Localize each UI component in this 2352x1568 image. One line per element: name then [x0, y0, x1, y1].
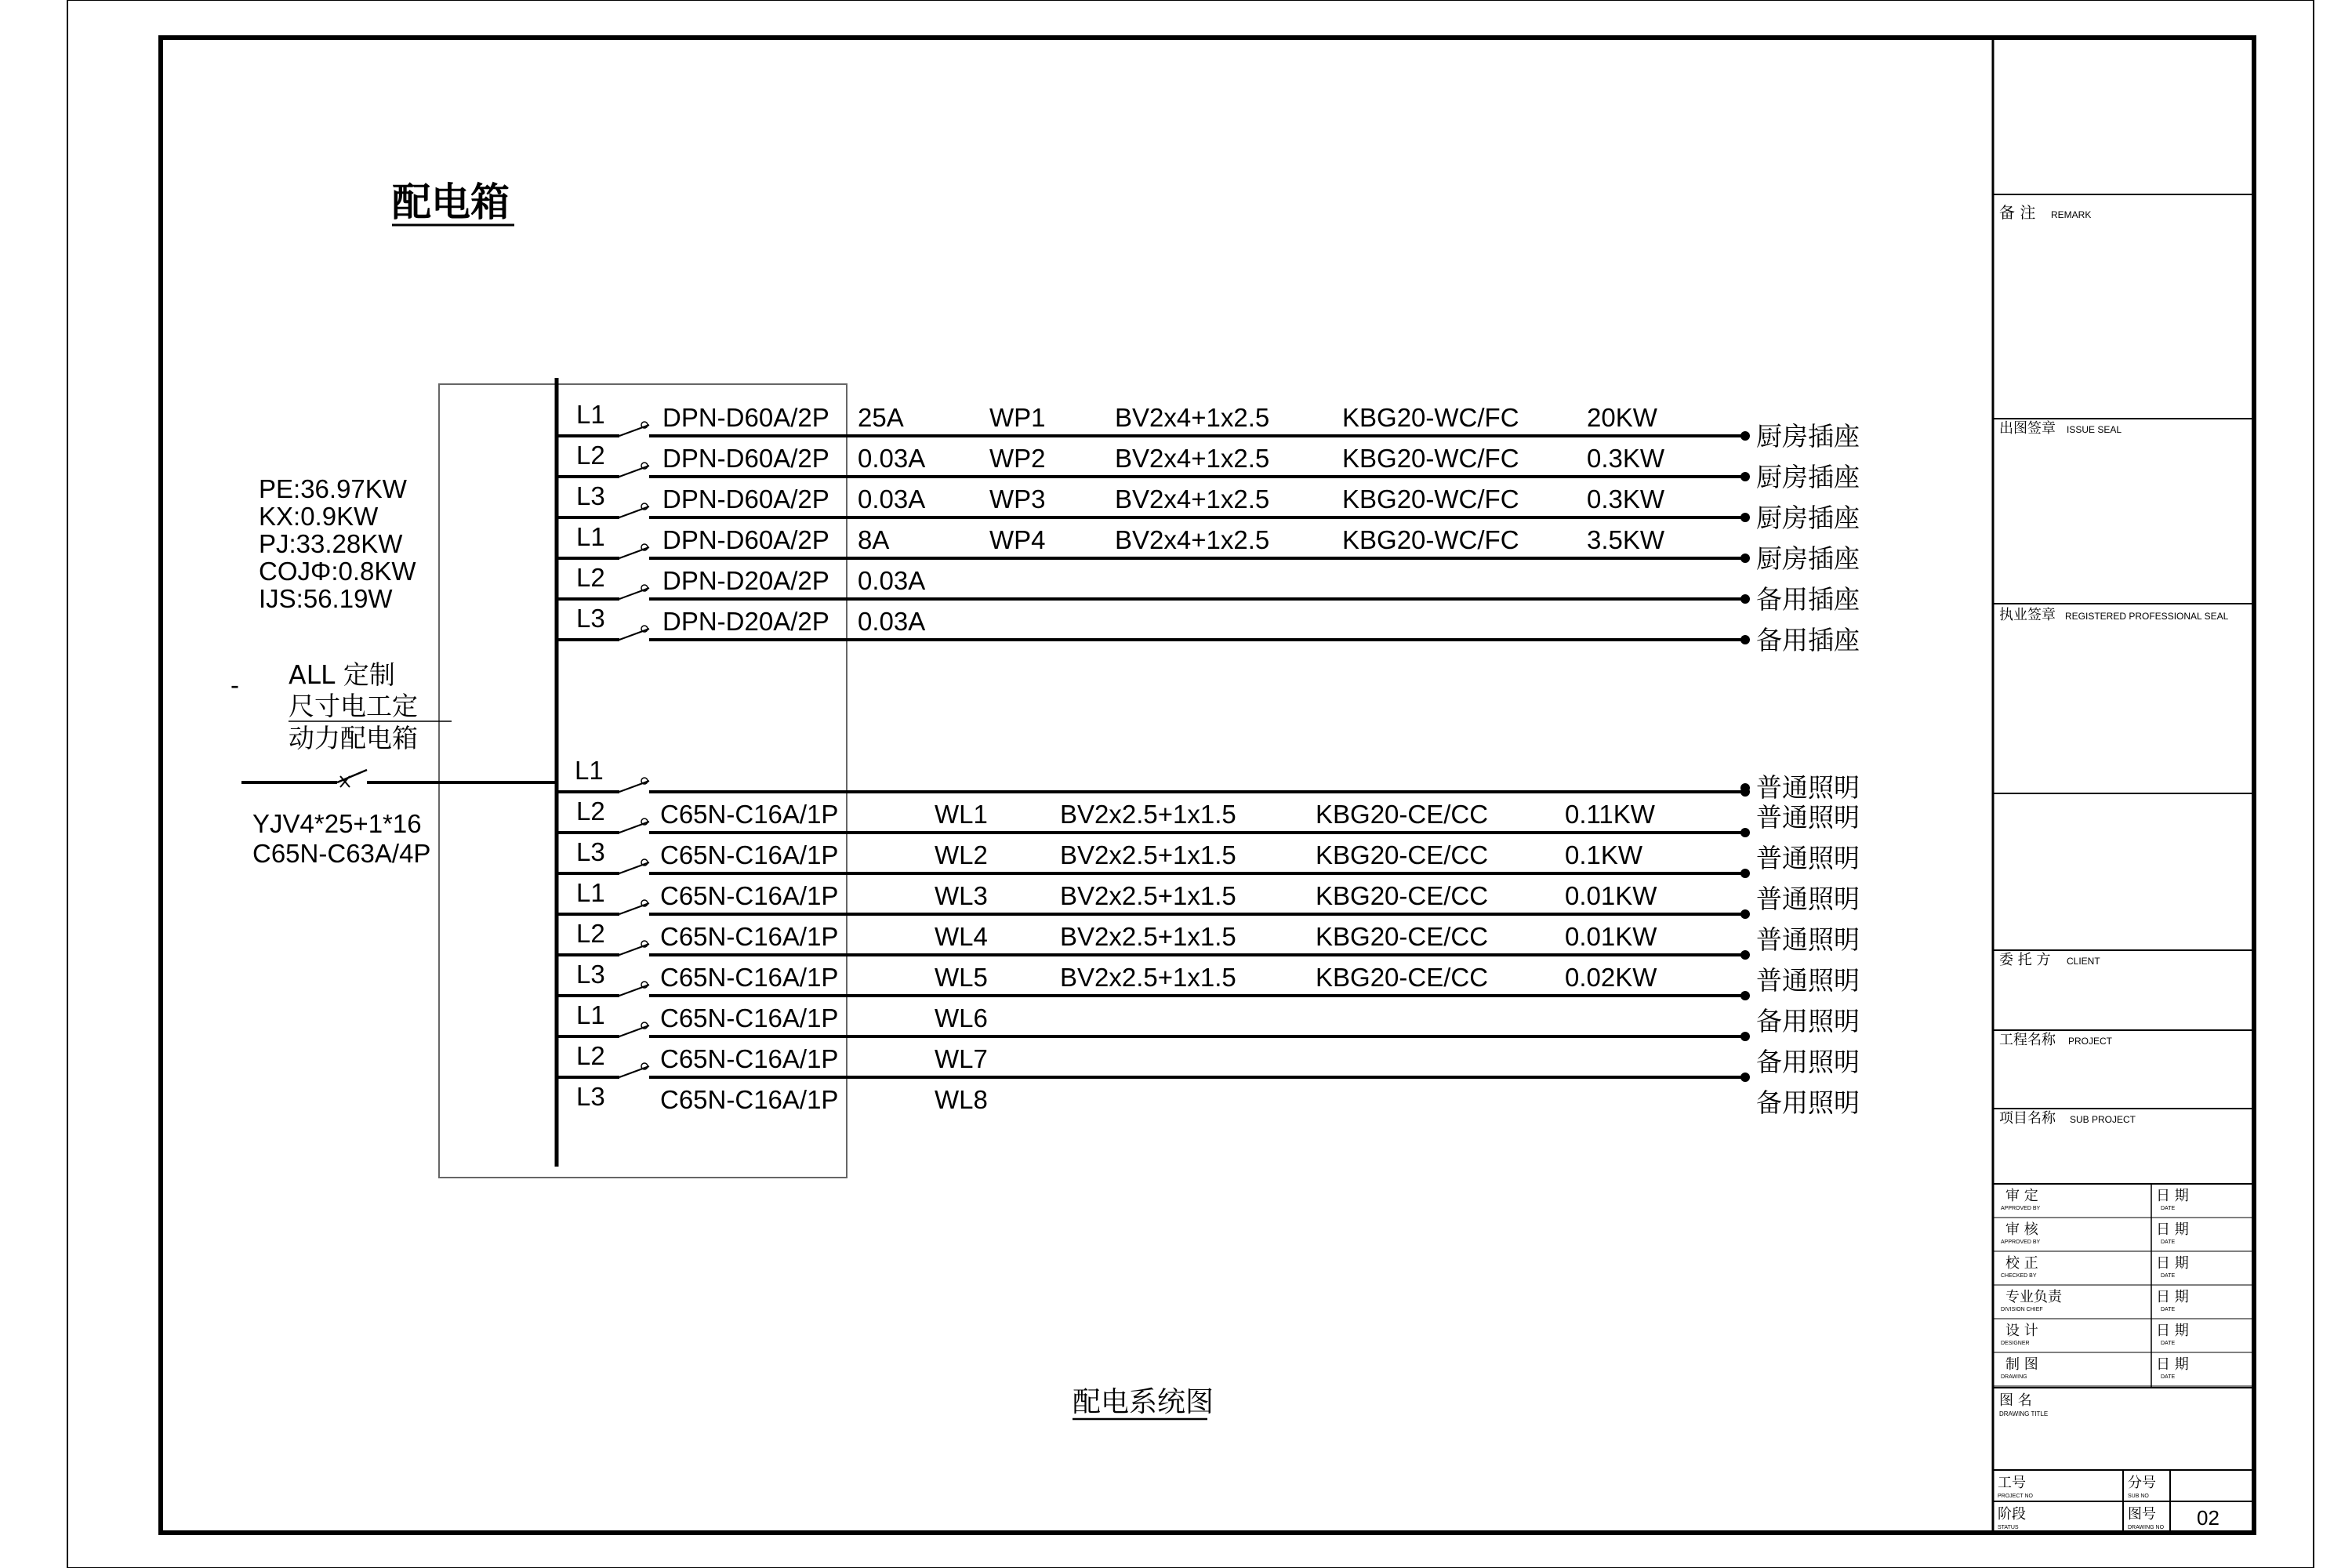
breaker-symbol	[619, 466, 649, 477]
incoming-switch-blade	[337, 770, 367, 782]
circuit-breaker: C65N-C16A/1P	[660, 1004, 839, 1033]
tb-drawing-no-en: DRAWING NO	[2128, 1525, 2165, 1530]
circuit-wire: BV2x4+1x2.5	[1115, 485, 1270, 514]
load-terminal	[1740, 472, 1750, 481]
param-pe: PE:36.97KW	[259, 474, 407, 503]
tb-sub-no-cn: 分号	[2128, 1475, 2156, 1491]
load-label: 厨房插座	[1756, 421, 1860, 452]
sign-date: 日 期	[2156, 1289, 2189, 1305]
circuit-rating: 0.03A	[858, 444, 926, 473]
tb-drawing-title-cn: 图 名	[1999, 1392, 2032, 1409]
tb-reg-cn: 执业签章	[1999, 607, 2056, 623]
load-label: 普通照明	[1756, 884, 1860, 914]
breaker-symbol	[619, 1066, 649, 1077]
tb-reg-en: REGISTERED PROFESSIONAL SEAL	[2065, 611, 2229, 622]
circuit-conduit: KBG20-CE/CC	[1316, 881, 1489, 910]
circuit-conduit: KBG20-WC/FC	[1342, 485, 1519, 514]
load-label: 备用插座	[1756, 625, 1860, 655]
circuit-breaker: DPN-D20A/2P	[662, 566, 829, 595]
drawing-frame	[161, 38, 2254, 1533]
breaker-symbol	[619, 547, 649, 558]
circuit-id: WL4	[935, 922, 988, 951]
sign-date-en: DATE	[2161, 1206, 2176, 1211]
circuit-conduit: KBG20-CE/CC	[1316, 922, 1489, 951]
circuit-phase: L3	[576, 837, 605, 866]
tb-remark-en: REMARK	[2051, 209, 2092, 220]
circuit-conduit: KBG20-CE/CC	[1316, 963, 1489, 992]
circuit-phase: L2	[576, 797, 605, 826]
sign-date: 日 期	[2156, 1188, 2189, 1204]
circuit-breaker: DPN-D60A/2P	[662, 444, 829, 473]
circuit-wire: BV2x4+1x2.5	[1115, 444, 1270, 473]
circuit-conduit: KBG20-WC/FC	[1342, 403, 1519, 432]
sign-role-en: APPROVED BY	[2001, 1206, 2041, 1211]
sign-row	[1993, 1289, 2254, 1319]
tb-sub-no-en: SUB NO	[2128, 1494, 2149, 1499]
breaker-symbol	[619, 944, 649, 955]
circuit-breaker: DPN-D60A/2P	[662, 485, 829, 514]
circuit-phase: L3	[576, 960, 605, 989]
circuit-rating: 8A	[858, 525, 890, 554]
circuit-id: WP3	[989, 485, 1046, 514]
tb-project-no-en: PROJECT NO	[1998, 1494, 2033, 1499]
sign-date-en: DATE	[2161, 1273, 2176, 1279]
circuit-breaker: C65N-C16A/1P	[660, 840, 839, 869]
circuit-wire: BV2x2.5+1x1.5	[1060, 922, 1236, 951]
tb-project-en: PROJECT	[2068, 1036, 2113, 1047]
sign-row	[1993, 1221, 2254, 1251]
circuit-wire: BV2x2.5+1x1.5	[1060, 800, 1236, 829]
circuit-phase: L1	[576, 1000, 605, 1029]
box-title: 配电箱	[392, 180, 510, 225]
tb-status-cn: 阶段	[1998, 1506, 2026, 1523]
circuit-phase: L2	[576, 1041, 605, 1070]
tb-client-cn: 委 托 方	[1999, 952, 2051, 968]
load-terminal	[1740, 1073, 1750, 1082]
sign-row	[1993, 1188, 2254, 1218]
socket-circuits	[557, 400, 1860, 655]
lighting-header-phase: L1	[575, 756, 604, 785]
circuit-id: WL3	[935, 881, 988, 910]
circuit-phase: L1	[576, 878, 605, 907]
tb-issue-en: ISSUE SEAL	[2067, 424, 2122, 435]
load-terminal	[1740, 787, 1750, 797]
box-desc-3: 动力配电箱	[289, 723, 418, 753]
sign-date: 日 期	[2156, 1323, 2189, 1339]
breaker-symbol	[619, 781, 649, 792]
sign-date: 日 期	[2156, 1221, 2189, 1238]
breaker-symbol	[619, 903, 649, 914]
tb-status-en: STATUS	[1998, 1525, 2019, 1530]
sign-date: 日 期	[2156, 1356, 2189, 1373]
circuit-rating: 25A	[858, 403, 904, 432]
tb-client-en: CLIENT	[2067, 956, 2100, 967]
circuit-phase: L2	[576, 441, 605, 470]
load-label: 普通照明	[1756, 802, 1860, 833]
circuit-power: 0.02KW	[1565, 963, 1657, 992]
circuit-id: WL5	[935, 963, 988, 992]
param-kx: KX:0.9KW	[259, 502, 379, 531]
sign-role: 专业负责	[2005, 1289, 2062, 1305]
tb-drawing-title-en: DRAWING TITLE	[1999, 1410, 2049, 1417]
sign-role: 审 定	[2005, 1188, 2038, 1204]
param-ijs: IJS:56.19W	[259, 584, 393, 613]
circuit-breaker: C65N-C16A/1P	[660, 881, 839, 910]
sign-role: 审 核	[2005, 1221, 2038, 1238]
load-label: 厨房插座	[1756, 503, 1860, 533]
tb-drawing-no-cn: 图号	[2128, 1506, 2156, 1523]
sign-role-en: DRAWING	[2001, 1374, 2027, 1380]
circuit-power: 0.3KW	[1587, 485, 1665, 514]
circuit-wire: BV2x2.5+1x1.5	[1060, 881, 1236, 910]
sign-date: 日 期	[2156, 1255, 2189, 1272]
sign-role: 设 计	[2005, 1323, 2038, 1339]
circuit-breaker: DPN-D60A/2P	[662, 525, 829, 554]
circuit-power: 0.11KW	[1565, 800, 1655, 829]
sign-row	[1993, 1323, 2254, 1352]
sign-row	[1993, 1356, 2254, 1386]
load-label: 普通照明	[1756, 924, 1860, 955]
circuit-power: 20KW	[1587, 403, 1657, 432]
circuit-power: 0.1KW	[1565, 840, 1643, 869]
sign-date-en: DATE	[2161, 1341, 2176, 1346]
circuit-conduit: KBG20-CE/CC	[1316, 800, 1489, 829]
load-label: 厨房插座	[1756, 462, 1860, 492]
load-label: 普通照明	[1756, 965, 1860, 996]
circuit-id: WP1	[989, 403, 1046, 432]
load-label: 备用插座	[1756, 584, 1860, 615]
sign-date-en: DATE	[2161, 1307, 2176, 1312]
load-terminal	[1740, 869, 1750, 878]
sign-role-en: APPROVED BY	[2001, 1240, 2041, 1245]
lighting-circuits	[557, 778, 1860, 1118]
sign-role-en: DESIGNER	[2001, 1341, 2030, 1346]
load-terminal	[1740, 513, 1750, 522]
tb-subproject-cn: 项目名称	[1999, 1110, 2056, 1127]
sign-role: 校 正	[2005, 1255, 2038, 1272]
tb-drawing-no-value: 02	[2197, 1506, 2220, 1530]
circuit-breaker: C65N-C16A/1P	[660, 922, 839, 951]
circuit-wire: BV2x4+1x2.5	[1115, 525, 1270, 554]
circuit-id: WP4	[989, 525, 1046, 554]
load-terminal	[1740, 554, 1750, 563]
circuit-wire: BV2x4+1x2.5	[1115, 403, 1270, 432]
tb-remark-cn: 备 注	[1999, 203, 2036, 222]
circuit-phase: L3	[576, 604, 605, 633]
circuit-phase: L3	[576, 481, 605, 510]
incoming-dash: -	[230, 670, 239, 699]
circuit-rating: 0.03A	[858, 607, 926, 636]
figure-caption: 配电系统图	[1073, 1386, 1214, 1418]
circuit-id: WL6	[935, 1004, 988, 1033]
circuit-id: WL2	[935, 840, 988, 869]
breaker-symbol	[619, 588, 649, 599]
circuit-conduit: KBG20-CE/CC	[1316, 840, 1489, 869]
tb-project-no-cn: 工号	[1998, 1475, 2026, 1491]
param-cosphi: COJΦ:0.8KW	[259, 557, 416, 586]
circuit-breaker: DPN-D60A/2P	[662, 403, 829, 432]
title-block	[1993, 38, 2254, 1533]
socket-circuit-row	[557, 604, 1860, 655]
load-terminal	[1740, 828, 1750, 837]
sign-date-en: DATE	[2161, 1240, 2176, 1245]
sign-role-en: CHECKED BY	[2001, 1273, 2037, 1279]
circuit-wire: BV2x2.5+1x1.5	[1060, 840, 1236, 869]
incoming-feeder	[230, 474, 557, 868]
sign-role-en: DIVISION CHIEF	[2001, 1307, 2043, 1312]
load-terminal	[1740, 950, 1750, 960]
circuit-breaker: C65N-C16A/1P	[660, 800, 839, 829]
circuit-conduit: KBG20-WC/FC	[1342, 525, 1519, 554]
load-terminal	[1740, 1032, 1750, 1041]
incoming-breaker: C65N-C63A/4P	[252, 839, 431, 868]
circuit-phase: L2	[576, 563, 605, 592]
breaker-symbol	[619, 425, 649, 436]
param-pj: PJ:33.28KW	[259, 529, 403, 558]
circuit-phase: L3	[576, 1082, 605, 1111]
load-label: 备用照明	[1756, 1087, 1860, 1118]
box-desc-2: 尺寸电工定	[289, 691, 418, 721]
circuit-breaker: C65N-C16A/1P	[660, 1044, 839, 1073]
extra-load-label: 普通照明	[1756, 772, 1860, 803]
incoming-cable: YJV4*25+1*16	[252, 809, 422, 838]
circuit-id: WL8	[935, 1085, 988, 1114]
load-terminal	[1740, 431, 1750, 441]
circuit-id: WP2	[989, 444, 1046, 473]
sign-row	[1993, 1255, 2254, 1285]
circuit-phase: L2	[576, 919, 605, 948]
box-desc-1: ALL 定制	[289, 659, 395, 690]
tb-issue-cn: 出图签章	[1999, 420, 2056, 437]
circuit-conduit: KBG20-WC/FC	[1342, 444, 1519, 473]
circuit-rating: 0.03A	[858, 566, 926, 595]
circuit-phase: L1	[576, 522, 605, 551]
circuit-power: 0.01KW	[1565, 881, 1657, 910]
load-terminal	[1740, 909, 1750, 919]
sign-rows	[1993, 1184, 2254, 1388]
sign-date-en: DATE	[2161, 1374, 2176, 1380]
load-terminal	[1740, 594, 1750, 604]
circuit-power: 0.3KW	[1587, 444, 1665, 473]
breaker-symbol	[619, 506, 649, 517]
circuit-id: WL1	[935, 800, 988, 829]
lighting-circuit-row	[557, 778, 1860, 833]
breaker-symbol	[619, 862, 649, 873]
tb-subproject-en: SUB PROJECT	[2070, 1114, 2136, 1125]
circuit-id: WL7	[935, 1044, 988, 1073]
circuit-breaker: C65N-C16A/1P	[660, 963, 839, 992]
tb-project-cn: 工程名称	[1999, 1032, 2056, 1048]
circuit-breaker: C65N-C16A/1P	[660, 1085, 839, 1114]
load-terminal	[1740, 635, 1750, 644]
load-label: 普通照明	[1756, 843, 1860, 873]
load-label: 备用照明	[1756, 1047, 1860, 1077]
circuit-breaker: DPN-D20A/2P	[662, 607, 829, 636]
load-terminal	[1740, 991, 1750, 1000]
breaker-symbol	[619, 985, 649, 996]
circuit-power: 3.5KW	[1587, 525, 1665, 554]
circuit-phase: L1	[576, 400, 605, 429]
circuit-rating: 0.03A	[858, 485, 926, 514]
load-label: 备用照明	[1756, 1006, 1860, 1036]
breaker-symbol	[619, 822, 649, 833]
circuit-power: 0.01KW	[1565, 922, 1657, 951]
sign-role: 制 图	[2005, 1356, 2038, 1373]
breaker-symbol	[619, 629, 649, 640]
load-label: 厨房插座	[1756, 543, 1860, 574]
breaker-symbol	[619, 1025, 649, 1036]
circuit-wire: BV2x2.5+1x1.5	[1060, 963, 1236, 992]
